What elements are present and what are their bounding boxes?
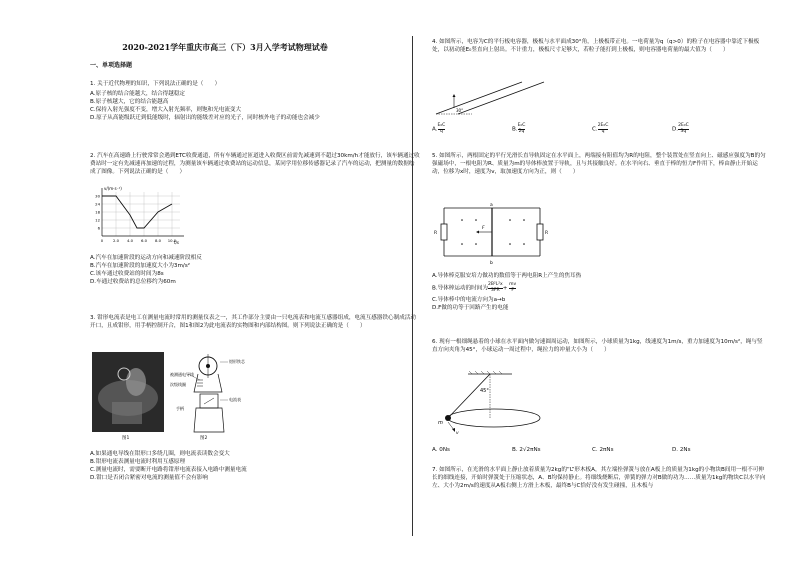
angle-label: 45° xyxy=(480,388,489,394)
option-c: C.导体棒中的电流方向为a→b xyxy=(432,297,506,304)
option-c: C.测量电流时，需要断开电路将钳形电流表接入电路中测量电流 xyxy=(90,467,247,474)
resistor-right xyxy=(537,224,543,240)
resistor-left xyxy=(441,224,447,240)
capacitor-diagram xyxy=(432,72,552,120)
option-b: B.汽车在加速阶段的加速度大小为3m/s² xyxy=(90,263,190,270)
x-tick: 8.0 xyxy=(154,238,162,243)
mass-label: m xyxy=(438,420,443,426)
option-a: A.汽车在加速阶段的运动方向和减速阶段相反 xyxy=(90,255,202,261)
option-b: B.原子核越大，它的结合能越高 xyxy=(90,99,169,106)
option-c: C.保持入射光强度不变，增大入射光频率，则饱和光电流变大 xyxy=(90,107,242,114)
option-d: D.车通过收费站的总位移约为60m xyxy=(90,279,176,286)
page-title: 2020-2021学年重庆市高三（下）3月入学考试物理试卷 xyxy=(122,42,328,52)
label-wire: 被测通电导线 xyxy=(170,372,194,377)
question-5-options xyxy=(432,272,767,312)
clamp-meter-diagram xyxy=(170,352,260,436)
section-heading: 一、单项选择题 xyxy=(90,62,133,69)
y-tick: 24 xyxy=(95,201,100,207)
conical-pendulum-diagram xyxy=(432,370,572,442)
lower-plate xyxy=(436,82,522,114)
option-c: C.该车通过收费站的时间为8s xyxy=(90,271,164,278)
label-r-right: R xyxy=(545,231,549,236)
question-stem: 4. 如图所示，电容为C的平行板电容器，极板与水平面成30°角，上极板带正电。一电荷量为q（q>0）的粒子在电容器中靠近下极板处，以初动能E₀竖直向上射出。不计重力，极板尺寸足够大，若粒子能打到上极板，则电容器电荷量的最大值为（ ） xyxy=(432,39,760,54)
question-stem: 6. 现有一根细绳悬着的小球在水平面内做匀速圆周运动，如图所示，小球质量为1kg，线速度为1m/s，重力加速度为10m/s²，绳与竖直方向夹角为45°，小球运动一周过程中，绳拉力的冲量大小为（ ） xyxy=(432,339,763,354)
clamp-meter-photo xyxy=(92,352,164,432)
rail-circuit-diagram xyxy=(432,200,552,266)
ball xyxy=(445,415,451,421)
question-stem: 3. 钳形电流表是电工在测量电流时常用的测量仪表之一，其工作部分主要由一只电流表和电流互感器组成，电流互感器铁心制成活动开口，且成钳形，用手柄控制开合，图1和图2为此电流表的实物图和内部结构图。则下列说法正确的是（ ） xyxy=(90,315,416,330)
y-axis-label: v/(m·s⁻¹) xyxy=(104,186,122,191)
option-a: A. 0Ns xyxy=(432,447,450,453)
option-d: D. 2Ns xyxy=(672,447,691,453)
question-3 xyxy=(90,314,420,330)
label-a: a xyxy=(490,203,493,208)
x-tick: 0 xyxy=(100,238,104,243)
angle-label: 30° xyxy=(456,108,464,113)
question-6-options xyxy=(432,446,767,456)
question-7 xyxy=(432,466,767,490)
x-tick: 4.0 xyxy=(126,238,134,243)
option-b: B. $\frac{\text{E₀C}}{2q}$ xyxy=(512,123,526,134)
figure-1-caption: 图1 xyxy=(122,436,130,441)
question-stem: 2. 汽车在高速路上行驶常常会遇到ETC收费通道，所有车辆通过匝道进入收费区前需先减速到不超过30km/h才能放行，该车辆通过收费站时一定有先减速再加速的过程，为测量该车辆通过收费站的运动信息，某同学用位移传感器记录了汽车的运动，把测量的数据绘成了图像。下列说法正确的是（ ） xyxy=(90,153,420,176)
x-tick: 6.0 xyxy=(140,238,148,243)
label-core: 钳形铁芯 xyxy=(229,359,245,364)
circular-path xyxy=(448,409,540,427)
question-stem: 7. 如图所示，在光滑的水平面上静止放着质量为2kg的“L”形木板A，其左端拴弹簧与放在A板上的质量为1kg的小物块B间用一根不可伸长的细线连接，开始时弹簧处于压缩状态，A、B均保持静止。将细线烧断后，弹簧的弹力对B做的功为……质量为1kg的物块C以水平向左、大小为2m/s的速度从A板右侧上方滑上木板，最终B与C恰好没有发生碰撞，且木板与 xyxy=(432,467,766,490)
option-a: A.导体棒克服安培力做功的数值等于两电阻R上产生的焦耳热 xyxy=(432,273,582,279)
option-c: C. $\frac{\text{2E₀C}}{q}$ xyxy=(592,123,609,134)
upper-plate xyxy=(458,82,544,114)
x-axis-label: t/s xyxy=(174,240,179,245)
question-1 xyxy=(90,80,420,123)
label-coil: 次级线圈 xyxy=(170,382,186,387)
column-divider xyxy=(412,36,413,536)
label-ammeter: 电流表 xyxy=(229,397,241,402)
question-6 xyxy=(432,338,767,354)
question-2 xyxy=(90,152,420,176)
question-5 xyxy=(432,152,767,176)
question-3-options xyxy=(90,450,420,482)
question-stem: 5. 如图所示，两根固定的平行光滑长直导轨固定在水平面上，两端接有阻值均为R的电阻，整个装置处在竖直向上、磁感应强度为B的匀强磁场中，一根电阻为R、质量为m的导体棒放置于导轨，且与其接触良好。在水平向右、垂直于棒的恒力F作用下，棒由静止开始运动，位移为x时，速度为v，取加速度方向为正，则（ ） xyxy=(432,153,766,176)
label-handle: 手柄 xyxy=(176,406,184,411)
x-tick: 10.0 xyxy=(167,238,177,243)
option-a: A.如果通电导线在钳形口多绕几圈，则电流表读数会变大 xyxy=(90,451,230,457)
option-d: D.原子从高能级跃迁到低能级时，辐射出的能级差对应的光子，同时核外电子的动能也会减少 xyxy=(90,115,320,122)
option-b: B. 2√2πNs xyxy=(512,447,541,453)
y-tick: 6 xyxy=(97,225,100,231)
x-tick: 2.0 xyxy=(112,238,120,243)
option-d: D.钳口是否闭合紧密对电流的测量值不会有影响 xyxy=(90,475,208,482)
option-d: D.F做的功等于回路产生的电能 xyxy=(432,305,509,312)
label-force: F xyxy=(482,226,485,231)
y-tick: 12 xyxy=(95,217,100,223)
y-tick: 18 xyxy=(95,209,100,215)
velocity-time-graph xyxy=(88,184,188,250)
question-4-options xyxy=(432,124,767,138)
option-b: B.钳形电流表测量电流时利用互感原理 xyxy=(90,459,186,466)
figure-2-caption: 图2 xyxy=(200,436,208,441)
option-b: B.导体棒运动的时间为 $\frac{\text{2B²L²x}}{3FR}$ + $\frac{mv}{F}$ xyxy=(432,282,517,293)
question-4 xyxy=(432,38,767,54)
option-a: A. $\frac{\text{E₀C}}{q}$ xyxy=(432,123,446,134)
label-b: b xyxy=(490,261,493,266)
question-stem: 1. 关于近代物理的知识，下列说法正确的是（ ） xyxy=(90,81,221,87)
string xyxy=(448,374,490,418)
option-c: C. 2πNs xyxy=(592,447,614,453)
option-d: D. $\frac{\text{2E₀C}}{3q}$ xyxy=(672,123,689,134)
label-r-left: R xyxy=(434,231,438,236)
y-tick: 30 xyxy=(95,193,100,199)
question-2-options xyxy=(90,254,420,286)
velocity-label: v xyxy=(456,431,459,436)
option-a: A.原子核的结合能越大，结合得越稳定 xyxy=(90,91,186,98)
